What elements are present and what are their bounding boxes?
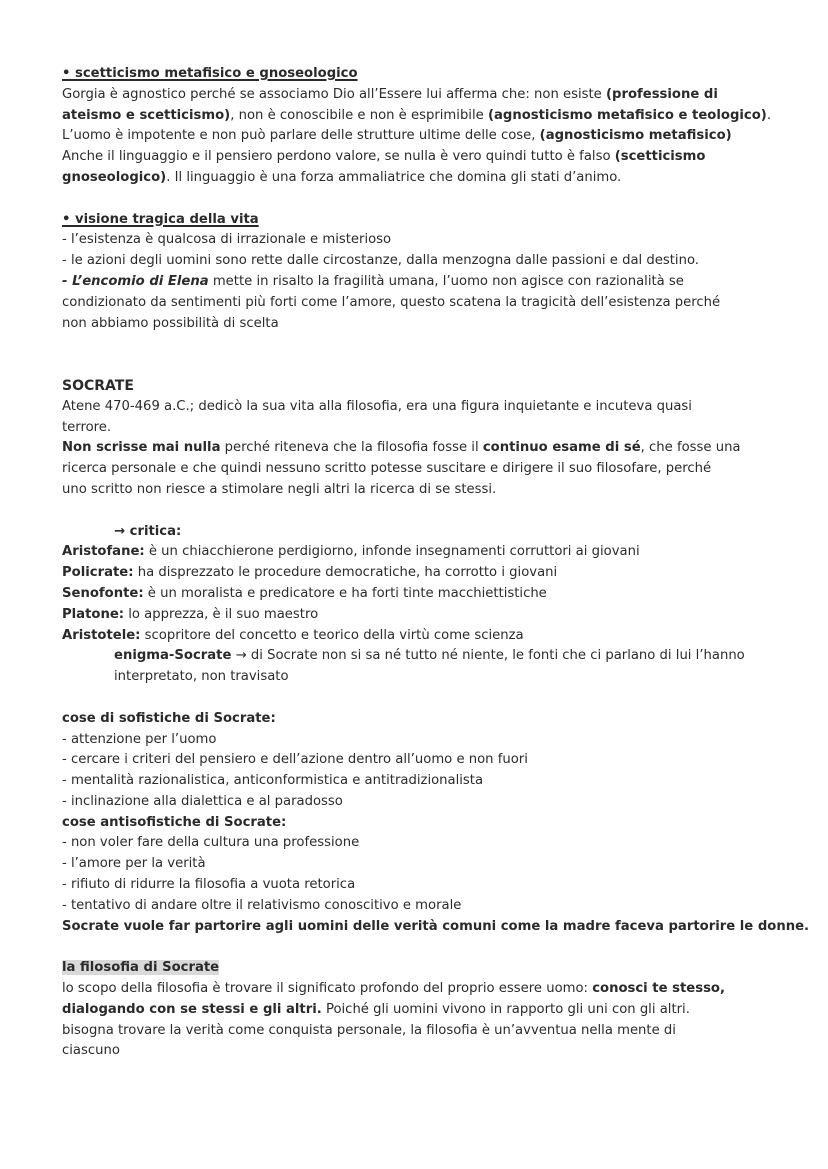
critica-item: Aristofane: è un chiacchierone perdigiorno, infonde insegnamenti corruttori ai giovani bbox=[62, 544, 640, 560]
paragraph-line: Non scrisse mai nulla perché riteneva che la filosofia fosse il continuo esame di sé, che fosse una bbox=[62, 440, 741, 456]
enigma-socrate-line: interpretato, non travisato bbox=[114, 669, 289, 685]
list-item: - L’encomio di Elena mette in risalto la fragilità umana, l’uomo non agisce con razionalità se bbox=[62, 273, 684, 289]
list-item: - rifiuto di ridurre la filosofia a vuota retorica bbox=[62, 877, 356, 893]
critica-item: Platone: lo apprezza, è il suo maestro bbox=[62, 606, 319, 622]
list-item: - attenzione per l’uomo bbox=[62, 731, 217, 747]
list-item: - mentalità razionalistica, anticonformistica e antitradizionalista bbox=[62, 773, 484, 789]
paragraph-line: Atene 470-469 a.C.; dedicò la sua vita alla filosofia, era una figura inquietante e incuteva quasi bbox=[62, 398, 692, 414]
critica-heading: → critica: bbox=[114, 523, 182, 539]
paragraph-line: dialogando con se stessi e gli altri. Poiché gli uomini vivono in rapporto gli uni con gli altri. bbox=[62, 1001, 690, 1017]
critica-item: Policrate: ha disprezzato le procedure democratiche, ha corrotto i giovani bbox=[62, 565, 558, 581]
paragraph-line: condizionato da sentimenti più forti come l’amore, questo scatena la tragicità dell’esistenza perché bbox=[62, 294, 721, 310]
paragraph-line: Anche il linguaggio e il pensiero perdono valore, se nulla è vero quindi tutto è falso (scetticismo bbox=[62, 149, 706, 165]
critica-item: Senofonte: è un moralista e predicatore e ha forti tinte macchiettistiche bbox=[62, 585, 547, 601]
antisofistiche-heading: cose antisofistiche di Socrate: bbox=[62, 814, 287, 830]
paragraph-line: bisogna trovare la verità come conquista personale, la filosofia è un’avventua nella mente di bbox=[62, 1022, 676, 1038]
paragraph-line: L’uomo è impotente e non può parlare delle strutture ultime delle cose, (agnosticismo metafisico) bbox=[62, 128, 732, 144]
critica-item: Aristotele: scopritore del concetto e teorico della virtù come scienza bbox=[62, 627, 524, 643]
list-item: - inclinazione alla dialettica e al paradosso bbox=[62, 793, 343, 809]
section-heading-visione-tragica: • visione tragica della vita bbox=[62, 211, 259, 227]
paragraph-line: lo scopo della filosofia è trovare il significato profondo del proprio essere uomo: conosci te stesso, bbox=[62, 981, 725, 997]
sofistiche-heading: cose di sofistiche di Socrate: bbox=[62, 710, 276, 726]
list-item: - le azioni degli uomini sono rette dalle circostanze, dalla menzogna dalle passioni e dal destino. bbox=[62, 253, 699, 269]
list-item: - cercare i criteri del pensiero e dell’azione dentro all’uomo e non fuori bbox=[62, 752, 528, 768]
paragraph-line: ateismo e scetticismo), non è conoscibile e non è esprimibile (agnosticismo metafisico e teologico). bbox=[62, 107, 772, 123]
list-item: - l’amore per la verità bbox=[62, 856, 206, 872]
list-item: - tentativo di andare oltre il relativismo conoscitivo e morale bbox=[62, 897, 462, 913]
paragraph-line: gnoseologico). Il linguaggio è una forza ammaliatrice che domina gli stati d’animo. bbox=[62, 169, 622, 185]
paragraph-line: Gorgia è agnostico perché se associamo Dio all’Essere lui afferma che: non esiste (professione di bbox=[62, 86, 718, 102]
enigma-socrate-line: enigma-Socrate → di Socrate non si sa né tutto né niente, le fonti che ci parlano di lui l’hanno bbox=[114, 648, 745, 664]
conclusion-line: Socrate vuole far partorire agli uomini delle verità comuni come la madre faceva partorire le donne. bbox=[62, 918, 810, 934]
paragraph-line: ciascuno bbox=[62, 1043, 120, 1059]
document-page bbox=[62, 64, 810, 1062]
section-heading-scetticismo: • scetticismo metafisico e gnoseologico bbox=[62, 66, 358, 81]
list-item: - non voler fare della cultura una professione bbox=[62, 835, 360, 851]
section-heading-filosofia: la filosofia di Socrate bbox=[62, 960, 220, 976]
section-title-socrate: SOCRATE bbox=[62, 377, 134, 394]
paragraph-line: ricerca personale e che quindi nessuno scritto potesse suscitare e dirigere il suo filosofare, perché bbox=[62, 461, 712, 477]
list-item: - l’esistenza è qualcosa di irrazionale e misterioso bbox=[62, 232, 392, 248]
paragraph-line: terrore. bbox=[62, 419, 112, 435]
paragraph-line: non abbiamo possibilità di scelta bbox=[62, 315, 279, 331]
paragraph-line: uno scritto non riesce a stimolare negli altri la ricerca di se stessi. bbox=[62, 481, 497, 497]
